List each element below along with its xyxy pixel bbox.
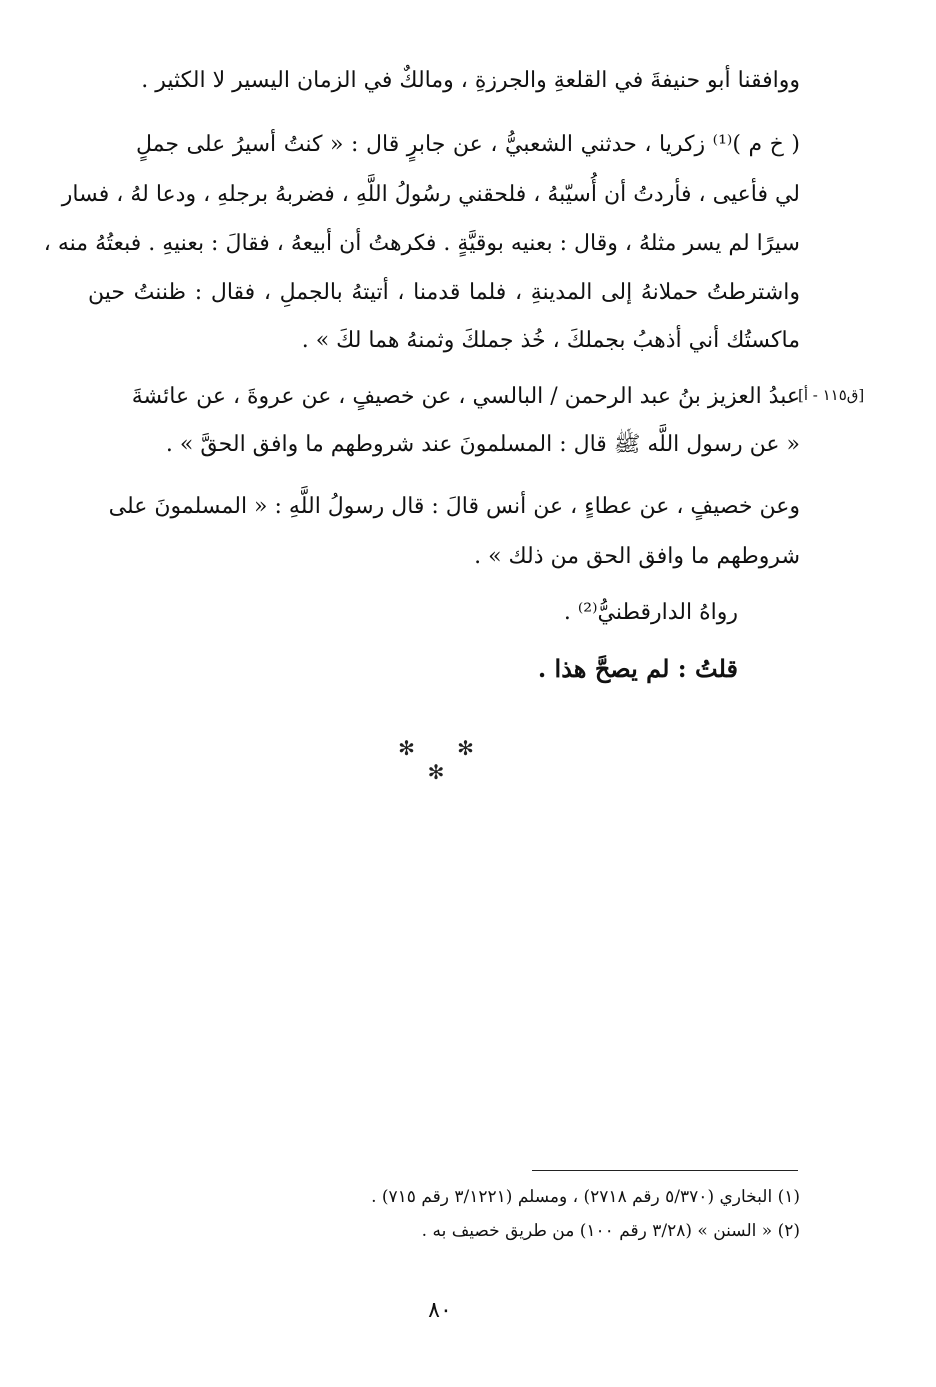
paragraph-1-line-1: ووافقنا أبو حنيفةَ في القلعةِ والجرزةِ ، ومالكٌ في الزمان اليسير لا الكثير .	[141, 68, 800, 93]
paragraph-4-line-1: وعن خصيفٍ ، عن عطاءٍ ، عن أنس قالَ : قال رسولُ اللَّهِ : « المسلمونَ على	[108, 494, 800, 519]
paragraph-2-line-1: ( خ م )⁽¹⁾ زكريا ، حدثني الشعبيُّ ، عن جابرٍ قال : « كنتُ أسيرُ على جملٍ	[136, 132, 800, 157]
footnote-2: (٢) « السنن » (٣/٢٨ رقم ١٠٠) من طريق خصيف به .	[421, 1221, 800, 1241]
page-number: ٨٠	[428, 1298, 452, 1323]
paragraph-2-line-4: واشترطتُ حملانهُ إلى المدينةِ ، فلما قدمنا ، أتيتهُ بالجملِ ، فقال : ظننتُ حين	[88, 280, 800, 305]
footnote-1: (١) البخاري (٥/٣٧٠ رقم ٢٧١٨) ، ومسلم (٣/١٢٢١ رقم ٧١٥) .	[371, 1187, 800, 1207]
paragraph-2-line-5: ماكستُك أني أذهبُ بجملكَ ، خُذ جملكَ وثمنهُ هما لكَ » .	[301, 328, 800, 353]
paragraph-5-line-1: رواهُ الدارقطنيُّ⁽²⁾ .	[563, 600, 738, 625]
author-comment: قلتُ : لم يصحَّ هذا .	[537, 654, 738, 683]
footnote-rule	[532, 1170, 798, 1171]
manuscript-folio-marker: [ق١١٥ - أ]	[798, 386, 865, 404]
paragraph-4-line-2: شروطهم ما وافق الحق من ذلك » .	[474, 544, 800, 569]
paragraph-3-line-2: « عن رسول اللَّه ﷺ قال : المسلمونَ عند شروطهم ما وافق الحقَّ » .	[165, 432, 800, 457]
paragraph-2-line-2: لي فأعيى ، فأردتُ أن أُسيّبهُ ، فلحقني رسُولُ اللَّهِ ، فضربهُ برجلهِ ، ودعا لهُ ، فسار	[61, 182, 800, 207]
paragraph-3-line-1: عبدُ العزيز بنُ عبد الرحمن / البالسي ، عن خصيفٍ ، عن عروةَ ، عن عائشةَ	[131, 384, 800, 409]
section-separator: ✻ ✻ ✻	[398, 736, 492, 784]
paragraph-2-line-3: سيرًا لم يسر مثلهُ ، وقال : بعنيه بوقيَّةٍ . فكرهتُ أن أبيعهُ ، فقالَ : بعنيهِ . فبعتُهُ منه ،	[43, 231, 800, 256]
